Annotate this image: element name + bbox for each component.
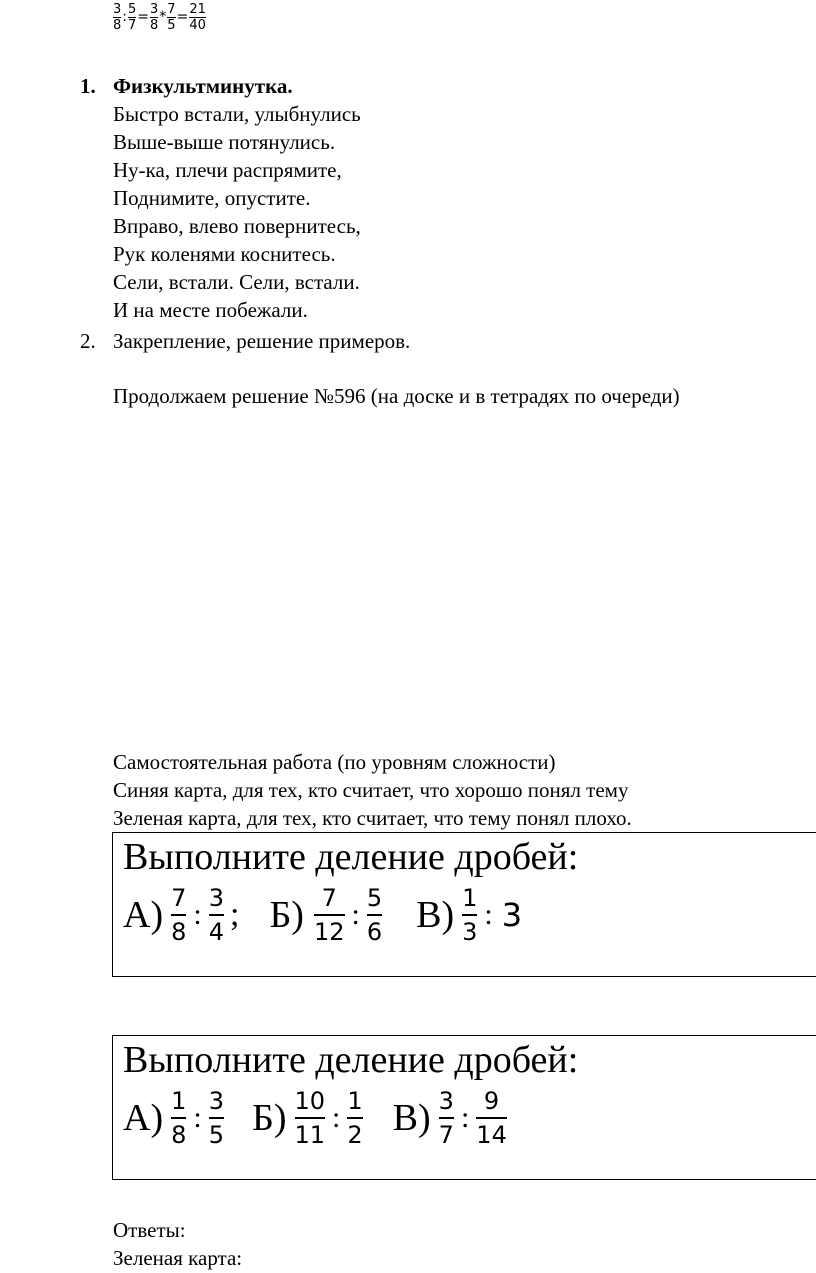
card-title: Выполните деление дробей: [123,1039,579,1081]
operator: : [122,9,127,25]
list-number: 1. [80,74,96,98]
list-number: 2. [80,329,96,353]
fraction: $\frac{3}{8}$ [113,2,122,33]
poem-line: Ну-ка, плечи распрямите, [113,158,342,182]
fraction: $\frac{7}{8}$ [171,884,187,946]
fraction: $\frac{21}{40}$ [189,2,206,33]
label-c: В) [392,1097,431,1139]
independent-line: Синяя карта, для тех, кто считает, что хорошо понял тему [113,778,629,802]
poem-line: Вправо, влево повернитесь, [113,214,361,238]
task-note: Продолжаем решение №596 (на доске и в тетрадях по очереди) [113,384,680,408]
label-a: А) [123,1097,164,1139]
poem-line: Сели, встали. Сели, встали. [113,270,360,294]
poem-line: Рук коленями коснитесь. [113,242,336,266]
task-card-green [112,1035,816,1180]
equals: = [137,9,150,25]
fraction: $\frac{5}{7}$ [128,2,137,33]
fraction: $\frac{1}{3}$ [462,884,478,946]
section-title: Физкультминутка. [113,74,293,98]
fraction: $\frac{3}{4}$ [208,884,225,946]
label-b: Б) [252,1097,287,1139]
label-b: Б) [269,894,304,936]
integer: 3 [501,896,523,934]
fraction: $\frac{3}{7}$ [438,1087,454,1149]
label-c: В) [416,894,455,936]
divide-sign: : [460,1101,470,1134]
separator: ; [230,896,240,933]
fraction: $\frac{1}{2}$ [347,1087,363,1149]
card-expressions [123,885,522,945]
fraction: $\frac{3}{5}$ [208,1087,225,1149]
answers-green-card: Зеленая карта: [113,1246,243,1270]
equals: = [176,9,189,25]
operator: * [159,9,167,25]
poem-line: Быстро встали, улыбнулись [113,102,361,126]
fraction: $\frac{9}{14}$ [476,1087,507,1149]
poem-line: И на месте побежали. [113,298,308,322]
divide-sign: : [351,898,360,931]
divide-sign: : [332,1101,341,1134]
fraction: $\frac{7}{5}$ [167,2,176,33]
fraction: $\frac{10}{11}$ [294,1087,326,1149]
poem-line: Поднимите, опустите. [113,186,311,210]
section-title: Закрепление, решение примеров. [113,329,411,353]
divide-sign: : [484,898,493,931]
fraction: $\frac{7}{12}$ [313,884,345,946]
card-expressions [123,1088,511,1148]
poem-line: Выше-выше потянулись. [113,130,336,154]
fraction: $\frac{1}{8}$ [171,1087,187,1149]
header-formula [113,2,206,33]
independent-heading: Самостоятельная работа (по уровням сложности) [113,750,556,774]
label-a: А) [123,894,164,936]
task-card-blue [112,832,816,977]
fraction: $\frac{3}{8}$ [150,2,159,33]
independent-line: Зеленая карта, для тех, кто считает, что тему понял плохо. [113,806,632,830]
card-title: Выполните деление дробей: [123,836,579,878]
divide-sign: : [193,1101,202,1134]
divide-sign: : [193,898,202,931]
answers-label: Ответы: [113,1218,186,1242]
fraction: $\frac{5}{6}$ [366,884,383,946]
